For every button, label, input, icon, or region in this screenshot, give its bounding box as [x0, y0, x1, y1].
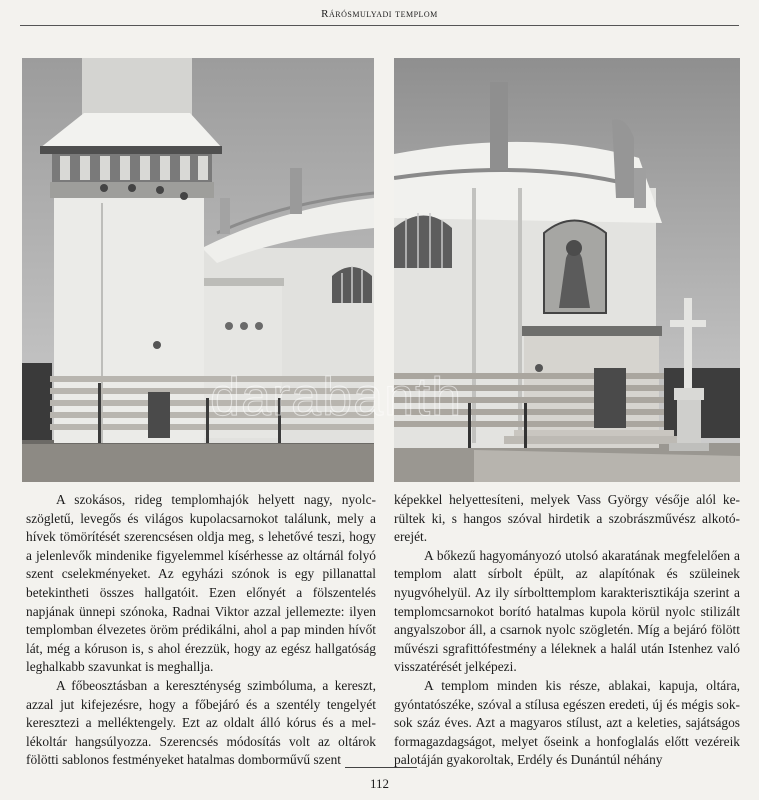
text-column-left — [26, 491, 376, 770]
church-tower-illustration — [22, 58, 374, 482]
church-apse-illustration — [394, 58, 740, 482]
church-tower-photo — [22, 58, 374, 482]
header-rule — [20, 25, 739, 26]
paragraph: A szokásos, rideg templomhajók helyett nagy, nyolcszögletű, levegős és világos kupolacsarnokot találunk, mely a hívek tömörítését szerencsésen oldja meg, s lehetővé teszi, hogy a jelenlevők mindenike figyelemmel kísérhesse az oltárnál folyó szent cselekményeket. Az egyházi szónok is egy pillanattal betekintheti összes hallgatóit. Ezen előnyét a fölszentelés napjának ünnepi szónoka, Radnai Viktor azzal jellemezte: ilyen templomban élvezetes öröm prédikálni, ahol a pap minden hívőt lát, még a kóruson is, s ahol érezzük, hogy az egész hallgatóság leghalkabb szavunkat is meghallja. — [26, 492, 376, 675]
church-apse-photo — [394, 58, 740, 482]
paragraph: A bőkezű hagyományozó utolsó akaratának megfelelően a templom alatt sírbolt épült, az alapítónak és szüleinek nyugvóhelyül. Az ily sírbolttemplom karakterisztikája szerint a templomcsarnokot borító hatalmas kupola körül nyolc stilizált angyalszobor áll, a csarnok nyolc szögletén. Míg a bejáró fölött művészi sgrafittófestmény a léleknek a halál után Istenhez való visszatérését jelképezi. — [394, 547, 740, 675]
running-header: Rárósmulyadi templom — [321, 8, 438, 20]
paragraph: A főbeosztásban a kereszténység szimbóluma, a kereszt, azzal jut kifejezésre, hogy a főbejáró és a szentély tengelyét keresztezi a melléktengely. Ezt az oldalt álló kórus és a mellékoltár hangsúlyozza. Szerencsés módosítás volt az oltárok fölötti sablonos festményeket hatalmas domborművű szent — [26, 677, 376, 768]
paragraph: A templom minden kis része, ablakai, kapuja, oltára, gyóntatószéke, szóval a stílusa egészen eredeti, új és mégis sok-sok száz éves. Azt a magyaros stílust, azt a keleties, sajátságos formagazdagságot, melyet őseink a honfoglalás előtt vezéreik palotáján gyakoroltak, Erdély és Dunántúl néhány — [394, 677, 740, 768]
paragraph: képekkel helyettesíteni, melyek Vass György vésője alól kerültek ki, s hangos szóval hirdetik a szobrászművész alkotóerejét. — [394, 492, 740, 545]
page-number: 112 — [369, 776, 390, 791]
footer-rule — [345, 767, 417, 768]
text-column-right — [394, 491, 740, 770]
